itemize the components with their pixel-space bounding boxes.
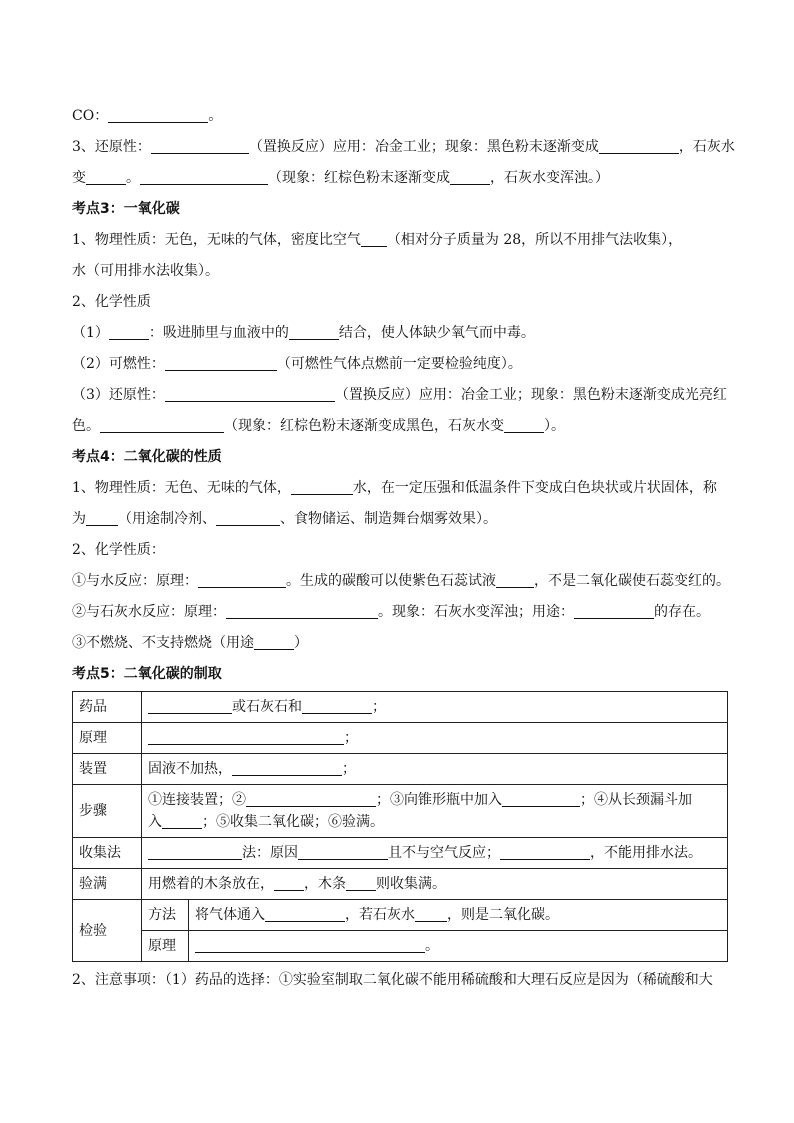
- table-row: [73, 838, 728, 869]
- text: 入: [148, 814, 162, 830]
- worksheet-content: [72, 100, 735, 995]
- text: （3）还原性：: [72, 386, 165, 403]
- text: ，不能用排水法。: [590, 845, 702, 861]
- table-row: [73, 900, 728, 931]
- heading-co2-properties: 考点4：二氧化碳的性质: [72, 448, 222, 465]
- text: （置换反应）应用：冶金工业；现象：黑色粉末逐渐变成: [248, 138, 599, 155]
- blank[interactable]: [165, 386, 335, 402]
- text: 3、还原性：: [72, 138, 151, 155]
- row-content: [142, 869, 728, 900]
- blank[interactable]: [195, 937, 425, 953]
- notes-line: 2、注意事项：（1）药品的选择：①实验室制取二氧化碳不能用稀硫酸和大理石反应是因为（稀硫酸和大: [72, 971, 713, 988]
- blank[interactable]: [265, 906, 345, 922]
- co2-water-line: [72, 565, 728, 596]
- blank[interactable]: [361, 231, 387, 247]
- text: ；: [342, 761, 356, 777]
- blank[interactable]: [415, 906, 447, 922]
- text: ；: [372, 699, 386, 715]
- text: 且不与空气反应；: [388, 845, 500, 861]
- text: 。生成的碳酸可以使紫色石蕊试液: [286, 572, 496, 589]
- sub-label: 方法: [142, 900, 189, 931]
- text: 结合，使人体缺少氧气而中毒。: [338, 324, 535, 341]
- row-label: 药品: [73, 692, 142, 723]
- text: ，石灰水: [678, 138, 735, 155]
- text: （现象：红棕色粉末逐渐变成: [268, 169, 450, 186]
- table-row: [73, 785, 728, 838]
- blank[interactable]: [496, 572, 534, 588]
- row-label: 收集法: [73, 838, 142, 869]
- co-line: [72, 100, 728, 131]
- text: ，木条: [304, 876, 346, 892]
- steps-line-1: [148, 789, 721, 811]
- text: ①与水反应：原理：: [72, 572, 198, 589]
- text: （相对分子质量为 28，所以不用排气法收集），: [386, 231, 683, 248]
- text: 水，在一定压强和低温条件下变成白色块状或片状固体，称: [352, 479, 717, 496]
- text: 则收集满。: [376, 876, 446, 892]
- text: ；: [344, 730, 358, 746]
- table-row: [73, 931, 728, 962]
- text: CO：: [72, 107, 109, 124]
- text: 用燃着的木条放在，: [148, 876, 274, 892]
- blank[interactable]: [254, 634, 294, 650]
- row-content: [142, 838, 728, 869]
- blank[interactable]: [504, 417, 544, 433]
- steps-line-2: [148, 811, 721, 833]
- co-chemical-heading: 2、化学性质: [72, 293, 151, 310]
- text: （2）可燃性：: [72, 355, 165, 372]
- row-label: 检验: [73, 900, 142, 962]
- reducing-line-1: [72, 131, 735, 162]
- text: （置换反应）应用：冶金工业；现象：黑色粉末逐渐变成光亮红: [334, 386, 727, 403]
- row-content: [142, 723, 728, 754]
- blank[interactable]: [108, 107, 208, 123]
- table-row: [73, 754, 728, 785]
- text: ③不燃烧、不支持燃烧（用途: [72, 634, 254, 651]
- text: 。: [425, 938, 439, 954]
- co2-limewater-line: [72, 596, 728, 627]
- blank[interactable]: [289, 324, 339, 340]
- blank[interactable]: [599, 138, 679, 154]
- text: 。: [126, 169, 140, 186]
- blank[interactable]: [140, 169, 268, 185]
- text: （可燃性气体点燃前一定要检验纯度）。: [276, 355, 522, 372]
- row-content: [189, 931, 728, 962]
- text: ①连接装置；②: [148, 792, 246, 808]
- blank[interactable]: [162, 813, 202, 829]
- blank[interactable]: [148, 698, 232, 714]
- text: （1）: [72, 324, 109, 341]
- text: 变: [72, 169, 86, 186]
- blank[interactable]: [502, 791, 580, 807]
- co-reducing-line-2: [72, 410, 728, 441]
- text: 的存在。: [654, 603, 710, 620]
- blank[interactable]: [86, 510, 118, 526]
- co2-chemical-heading: 2、化学性质：: [72, 541, 165, 558]
- blank[interactable]: [500, 844, 590, 860]
- blank[interactable]: [574, 603, 654, 619]
- text: ）。: [544, 417, 565, 434]
- co-flammability-line: [72, 348, 728, 379]
- blank[interactable]: [226, 603, 378, 619]
- blank[interactable]: [100, 417, 224, 433]
- row-content: [142, 754, 728, 785]
- blank[interactable]: [165, 355, 277, 371]
- co-reducing-line-1: [72, 379, 728, 410]
- co-toxicity-line: [72, 317, 728, 348]
- text: ；③向锥形瓶中加入: [376, 792, 502, 808]
- text: 1、物理性质：无色，无味的气体，密度比空气: [72, 231, 361, 248]
- blank[interactable]: [302, 698, 372, 714]
- co-physical-line-2: 水（可用排水法收集）。: [72, 262, 219, 279]
- blank[interactable]: [291, 479, 353, 495]
- text: ，若石灰水: [345, 907, 415, 923]
- sub-label: 原理: [142, 931, 189, 962]
- row-label: 装置: [73, 754, 142, 785]
- blank[interactable]: [298, 844, 388, 860]
- row-label: 验满: [73, 869, 142, 900]
- text: 为: [72, 510, 86, 527]
- text: 、食物储运、制造舞台烟雾效果）。: [280, 510, 497, 527]
- table-row: [73, 692, 728, 723]
- text: 将气体通入: [195, 907, 265, 923]
- text: （现象：红棕色粉末逐渐变成黑色，石灰水变: [224, 417, 504, 434]
- blank[interactable]: [198, 572, 286, 588]
- heading-co: 考点3：一氧化碳: [72, 200, 180, 217]
- row-content: [142, 692, 728, 723]
- text: ：吸进肺里与血液中的: [148, 324, 289, 341]
- text: ；④从长颈漏斗加: [580, 792, 692, 808]
- table-row: [73, 723, 728, 754]
- text: ，则是二氧化碳。: [447, 907, 559, 923]
- text: 。现象：石灰水变浑浊；用途：: [378, 603, 574, 620]
- blank[interactable]: [450, 169, 490, 185]
- row-content: [189, 900, 728, 931]
- text: 法：原因: [242, 845, 298, 861]
- text: ，不是二氧化碳使石蕊变红的。: [534, 572, 730, 589]
- row-content: [142, 785, 728, 838]
- row-label: 原理: [73, 723, 142, 754]
- blank[interactable]: [232, 760, 342, 776]
- text: 固液不加热，: [148, 761, 232, 777]
- reducing-line-2: [72, 162, 728, 193]
- blank[interactable]: [148, 729, 344, 745]
- text: 1、物理性质：无色、无味的气体，: [72, 479, 291, 496]
- blank[interactable]: [109, 324, 149, 340]
- preparation-table: [72, 691, 728, 962]
- blank[interactable]: [246, 791, 376, 807]
- blank[interactable]: [216, 510, 280, 526]
- text: 或石灰石和: [232, 699, 302, 715]
- blank[interactable]: [86, 169, 126, 185]
- blank[interactable]: [151, 138, 249, 154]
- text: ）: [294, 634, 308, 651]
- heading-co2-preparation: 考点5：二氧化碳的制取: [72, 665, 222, 682]
- blank[interactable]: [148, 844, 242, 860]
- co-physical-line-1: [72, 224, 728, 255]
- row-label: 步骤: [73, 785, 142, 838]
- blank[interactable]: [346, 875, 376, 891]
- text: ；⑤收集二氧化碳；⑥验满。: [202, 814, 384, 830]
- text: ②与石灰水反应：原理：: [72, 603, 226, 620]
- text: 色。: [72, 417, 100, 434]
- text: ，石灰水变浑浊。）: [490, 169, 609, 186]
- table-row: [73, 869, 728, 900]
- text: 。: [208, 107, 223, 124]
- co2-nonflammable-line: [72, 627, 728, 658]
- text: （用途制冷剂、: [118, 510, 216, 527]
- co2-physical-line-2: [72, 503, 728, 534]
- co2-physical-line-1: [72, 472, 728, 503]
- blank[interactable]: [274, 875, 304, 891]
